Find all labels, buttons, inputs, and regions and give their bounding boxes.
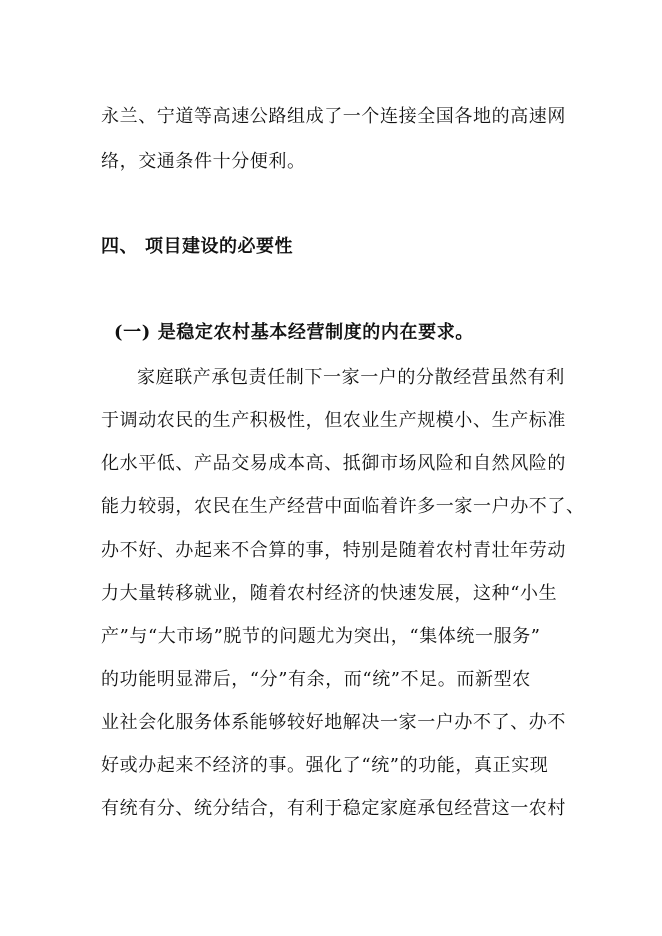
- paragraph-line: 产”与“大市场”脱节的问题尤为突出，“集体统一服务”: [101, 626, 541, 647]
- section-number: 四、: [101, 236, 138, 257]
- paragraph-line: 化水平低、产品交易成本高、抵御市场风险和自然风险的: [101, 453, 566, 474]
- paragraph-line: 业社会化服务体系能够较好地解决一家一户办不了、办不: [101, 712, 566, 733]
- subsection-heading: (一) 是稳定农村基本经营制度的内在要求。: [114, 322, 474, 343]
- paragraph-line: 好或办起来不经济的事。强化了“统”的功能，真正实现: [101, 755, 549, 776]
- paragraph-line: 家庭联产承包责任制下一家一户的分散经营虽然有利: [137, 367, 565, 388]
- body-text-line: 络，交通条件十分便利。: [101, 151, 306, 172]
- paragraph-line: 有统有分、统分结合，有利于稳定家庭承包经营这一农村: [101, 798, 566, 819]
- section-title: 项目建设的必要性: [145, 236, 293, 257]
- paragraph-line: 的功能明显滞后，“分”有余，而“统”不足。而新型农: [101, 669, 531, 690]
- body-text-line: 永兰、宁道等高速公路组成了一个连接全国各地的高速网: [101, 106, 566, 127]
- section-heading: [101, 235, 571, 259]
- paragraph-line: 能力较弱，农民在生产经营中面临着许多一家一户办不了、: [101, 496, 585, 517]
- paragraph-line: 于调动农民的生产积极性，但农业生产规模小、生产标准: [101, 410, 566, 431]
- paragraph-line: 力大量转移就业，随着农村经济的快速发展，这种“小生: [101, 583, 558, 604]
- paragraph-line: 办不好、办起来不合算的事，特别是随着农村青壮年劳动: [101, 540, 566, 561]
